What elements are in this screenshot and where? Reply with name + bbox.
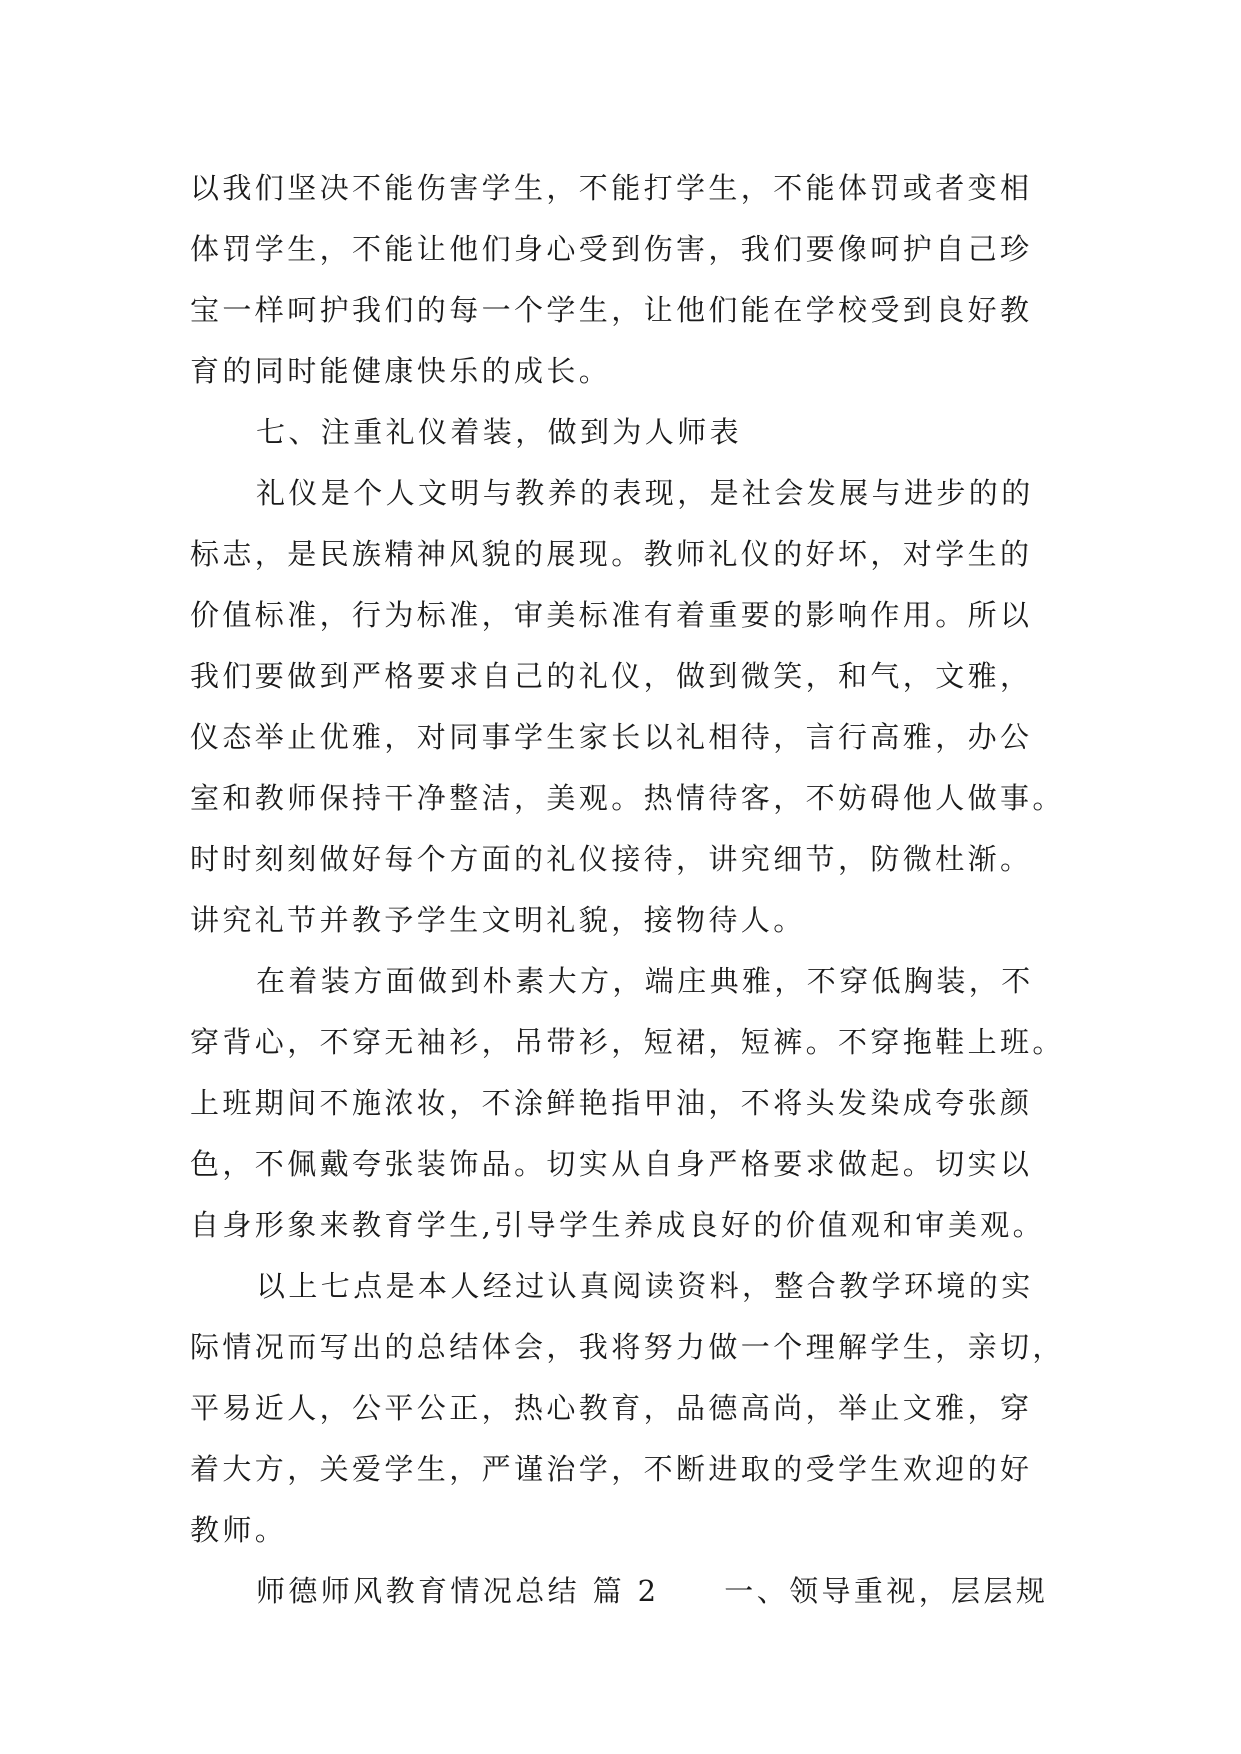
text-line-8: 价值标准，行为标准，审美标准有着重要的影响作用。所以	[190, 598, 1033, 632]
text-line-18: 自身形象来教育学生,引导学生养成良好的价值观和审美观。	[190, 1208, 1046, 1242]
text-line-9: 我们要做到严格要求自己的礼仪，做到微笑，和气，文雅，	[190, 659, 1033, 693]
text-line-13: 讲究礼节并教予学生文明礼貌，接物待人。	[190, 903, 806, 937]
text-line-20: 际情况而写出的总结体会，我将努力做一个理解学生，亲切，	[190, 1330, 1065, 1364]
body-text	[190, 158, 1070, 1622]
text-line-1: 以我们坚决不能伤害学生，不能打学生，不能体罚或者变相	[190, 171, 1033, 205]
text-line-22: 着大方，关爱学生，严谨治学，不断进取的受学生欢迎的好	[190, 1452, 1033, 1486]
section-heading-7: 七、注重礼仪着装，做到为人师表	[256, 415, 743, 449]
text-line-2: 体罚学生，不能让他们身心受到伤害，我们要像呵护自己珍	[190, 232, 1033, 266]
text-line-3: 宝一样呵护我们的每一个学生，让他们能在学校受到良好教	[190, 293, 1033, 327]
text-line-11: 室和教师保持干净整洁，美观。热情待客，不妨碍他人做事。	[190, 781, 1065, 815]
text-line-7: 标志，是民族精神风貌的展现。教师礼仪的好坏，对学生的	[190, 537, 1033, 571]
text-line-16: 上班期间不施浓妆，不涂鲜艳指甲油，不将头发染成夸张颜	[190, 1086, 1033, 1120]
text-line-14: 在着装方面做到朴素大方，端庄典雅，不穿低胸装，不	[256, 964, 1034, 998]
text-line-12: 时时刻刻做好每个方面的礼仪接待，讲究细节，防微杜渐。	[190, 842, 1033, 876]
text-line-19: 以上七点是本人经过认真阅读资料，整合教学环境的实	[256, 1269, 1034, 1303]
article-2-heading-line: 师德师风教育情况总结 篇 2 一、领导重视，层层规	[256, 1574, 1049, 1608]
text-line-17: 色，不佩戴夸张装饰品。切实从自身严格要求做起。切实以	[190, 1147, 1033, 1181]
text-line-4: 育的同时能健康快乐的成长。	[190, 354, 612, 388]
text-line-23: 教师。	[190, 1513, 288, 1547]
text-line-10: 仪态举止优雅，对同事学生家长以礼相待，言行高雅，办公	[190, 720, 1033, 754]
text-line-21: 平易近人，公平公正，热心教育，品德高尚，举止文雅，穿	[190, 1391, 1033, 1425]
text-line-15: 穿背心，不穿无袖衫，吊带衫，短裙，短裤。不穿拖鞋上班。	[190, 1025, 1065, 1059]
text-line-6: 礼仪是个人文明与教养的表现，是社会发展与进步的的	[256, 476, 1034, 510]
